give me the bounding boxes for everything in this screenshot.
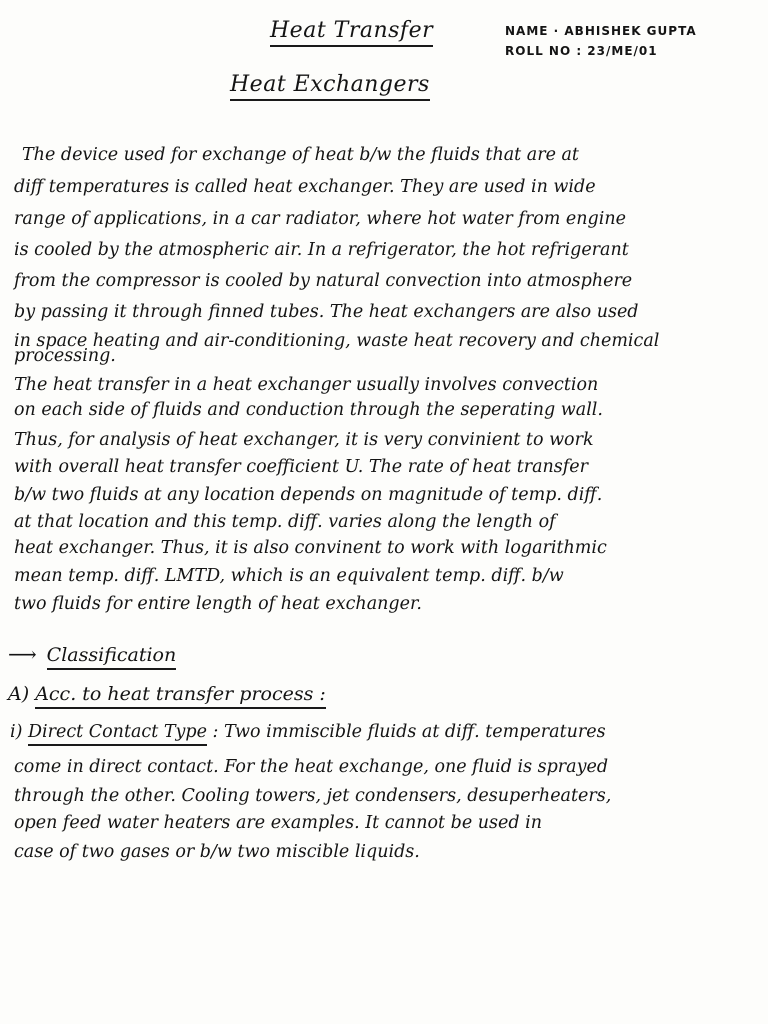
section-a-label: Acc. to heat transfer process : [35,683,326,709]
subsection-marker: i) [10,722,23,742]
text-line: The heat transfer in a heat exchanger usually involves convection [14,375,599,395]
subsection-text: : Two immiscible fluids at diff. temperatures [212,722,606,742]
text-line: with overall heat transfer coefficient U. The rate of heat transfer [14,457,588,477]
page-subtitle: Heat Exchangers [230,72,430,101]
text-line: processing. [14,346,116,366]
classification-label: Classification [47,644,177,670]
subsection-line [10,722,606,742]
text-line: heat exchanger. Thus, it is also convinent to work with logarithmic [14,538,607,558]
text-line: on each side of fluids and conduction through the seperating wall. [14,400,603,420]
subsection-title: Direct Contact Type [28,722,207,746]
text-line: in space heating and air-conditioning, waste heat recovery and chemical [14,331,660,351]
roll-number: ROLL NO : 23/ME/01 [505,44,658,58]
text-line: range of applications, in a car radiator, where hot water from engine [14,209,626,229]
text-line: from the compressor is cooled by natural convection into atmosphere [14,271,633,291]
text-line: mean temp. diff. LMTD, which is an equivalent temp. diff. b/w [14,566,564,586]
text-line: two fluids for entire length of heat exchanger. [14,594,422,614]
section-a-marker: A) [8,683,30,705]
text-line: b/w two fluids at any location depends on magnitude of temp. diff. [14,485,603,505]
text-line: come in direct contact. For the heat exchange, one fluid is sprayed [14,757,609,777]
section-a-heading [8,683,326,705]
text-line: by passing it through finned tubes. The heat exchangers are also used [14,302,639,322]
text-line: diff temperatures is called heat exchanger. They are used in wide [14,177,596,197]
text-line: Thus, for analysis of heat exchanger, it is very convinient to work [14,430,594,450]
text-line: open feed water heaters are examples. It cannot be used in [14,813,542,833]
student-name: NAME · ABHISHEK GUPTA [505,24,697,38]
page-title: Heat Transfer [270,18,433,47]
text-line: at that location and this temp. diff. varies along the length of [14,512,556,532]
text-line: The device used for exchange of heat b/w the fluids that are at [22,145,579,165]
text-line: through the other. Cooling towers, jet condensers, desuperheaters, [14,786,612,806]
arrow-right-icon: ⟶ [8,642,37,666]
classification-heading [8,642,176,666]
text-line: is cooled by the atmospheric air. In a refrigerator, the hot refrigerant [14,240,629,260]
text-line: case of two gases or b/w two miscible liquids. [14,842,420,862]
